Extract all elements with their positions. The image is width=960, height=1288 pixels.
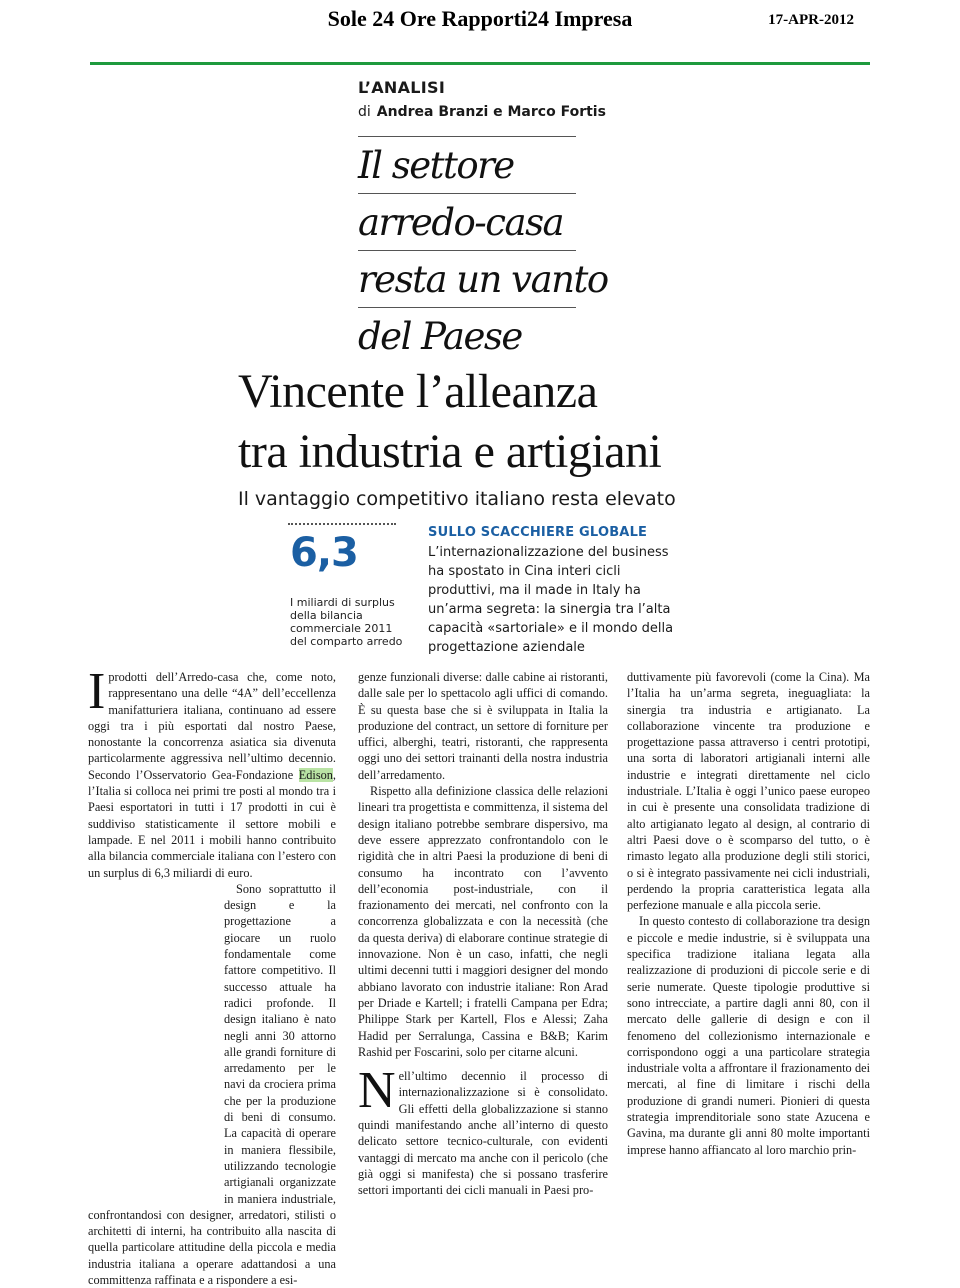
paragraph: duttivamente più favorevoli (come la Cina). Ma l’Italia ha un’arma segreta, ineguagliata: la sinergia tra industria e artigianato. La collaborazione vincente tra produzione e progettazione passa attraverso i centri prototipi, una sorta di laboratori artigianali interni alle industrie e integrati direttamente nel ciclo industriale. L’Italia è oggi l’unico paese europeo in cui è presente una consolidata tradizione di alto artigianato legato al design, al contrario di altri Paesi dove o è scomparso del tutto, o è rimasto legato alla produzione degli stili storici, o si è integrato passivamente nei cicli industriali, perdendo la propria caratteristica legata alla perfezione manuale e alla piccola serie.	[627, 670, 870, 913]
paragraph-text: Sono soprattutto il design e la progettazione a giocare un ruolo fondamentale come fattore competitivo. Il successo attuale ha radici profonde. Il design italiano è nato negli anni 30 attorno alle grandi forniture di arredamento per le navi da crociera prima che per la produzione di beni di consumo. La capacità di operare in maniera flessibile, utilizzando tecnologie artigianali organizzate in maniera industriale, confrontandosi con designer, arredatori, stilisti o architetti di interni, ha contribuito alla nascita di quella particolare attitudine della piccola e media industria italiana a operare adattandosi a una committenza raffinata e a rispondere a esi-	[88, 881, 336, 1287]
section-kicker: L’ANALISI	[358, 78, 446, 97]
box-text: L’internazionalizzazione del business ha spostato in Cina interi cicli produttivi, ma il made in Italy ha un’arma segreta: la sinergia tra l’alta capacità «sartoriale» e il mondo della progettazione aziendale	[428, 545, 674, 655]
paragraph: genze funzionali diverse: dalle cabine ai ristoranti, dalle sale per lo spettacolo agli uffici di comando. È su questa base che si è sviluppata in Italia la produzione del contract, un settore di forniture per uffici, alberghi, teatri, ristoranti, che rappresenta oggi uno dei settori trainanti della nostra industria dell’arredamento.	[358, 670, 608, 782]
paragraph-text: , l’Italia si colloca nei primi tre posti al mondo tra i Paesi esportatori in tutti i 17 prodotti in cui è suddiviso statisticamente il settore mobili e lampade. E nel 2011 i mobili hanno contribuito alla bilancia commerciale italiana con l’estero con un surplus di 6,3 miliardi di euro.	[88, 767, 336, 880]
drop-cap: I	[88, 663, 106, 720]
headline-line: Il settore	[358, 136, 576, 193]
header-rule	[90, 62, 870, 65]
stat-divider	[288, 523, 396, 525]
main-title-line: Vincente l’alleanza	[238, 365, 598, 418]
paragraph	[88, 881, 336, 1288]
body-column-3	[627, 669, 870, 1158]
paragraph-text: ell’ultimo decennio il processo di internazionalizzazione si è consolidato. Gli effetti della globalizzazione si stanno quindi manifestando anche all’interno di questo delicato settore tecnico-culturale, con evidenti vantaggi di mercato ma anche con il pericolo (che già oggi si manifesta) che si possano trasferire settori importanti dei cicli manuali in Paesi pro-	[358, 1069, 608, 1198]
headline-line: resta un vanto	[358, 250, 576, 307]
paragraph-text: prodotti dell’Arredo-casa che, come noto, rappresentano una delle “4A” dell’eccellenza manifatturiera italiana, continuano ad essere oggi tra i più esportati dal nostro Paese, nonostante la concorrenza asiatica sia divenuta particolarmente aggressiva nell’ultimo decennio. Secondo l’Osservatorio Gea-Fondazione	[88, 670, 336, 782]
paragraph: Rispetto alla definizione classica delle relazioni lineari tra progettista e committenza, il sistema del design italiano potrebbe sembrare dispersivo, ma deve essere apprezzato confrontandolo con le rigidità che in altri Paesi la produzione di beni di consumo ha incontrato con l’avvento dell’economia post-industriale, con il frazionamento dei mercati, nel confronto con la concorrenza globalizzata e con la necessità (che da questa deriva) di elaborare continue strategie di innovazione. Non è un caso, infatti, che negli ultimi decenni tutti i maggiori designer del mondo abbiano lavorato con industrie italiane: Ron Arad per Driade e Kartell; i fratelli Campana per Edra; Philippe Stark per Kartell, Flos e Alessi; Zaha Hadid per Serralunga, Cassina e B&B; Karim Rashid per Foscarini, solo per citarne alcuni.	[358, 784, 608, 1059]
byline-prefix: di	[358, 104, 371, 120]
body-column-1	[88, 663, 336, 1288]
stat-caption: I miliardi di surplus della bilancia commerciale 2011 del comparto arredo	[290, 596, 403, 648]
image-placeholder-gap	[88, 881, 224, 1199]
byline-authors: Andrea Branzi e Marco Fortis	[376, 104, 606, 120]
subtitle: Il vantaggio competitivo italiano resta elevato	[238, 488, 676, 510]
headline-line: arredo-casa	[358, 193, 576, 250]
publication-title: Sole 24 Ore Rapporti24 Impresa	[327, 6, 633, 31]
drop-cap: N	[358, 1062, 396, 1120]
publication-date: 17-APR-2012	[768, 12, 854, 28]
box-title: SULLO SCACCHIERE GLOBALE	[428, 525, 648, 540]
main-title-line: tra industria e artigiani	[238, 425, 662, 478]
paragraph	[88, 663, 336, 881]
highlighted-word: Edison	[298, 767, 333, 782]
main-title	[238, 362, 858, 482]
paragraph	[358, 1062, 608, 1198]
stat-value: 6,3	[290, 530, 358, 576]
byline	[358, 104, 606, 120]
body-column-2	[358, 669, 608, 1199]
headline	[358, 136, 608, 364]
paragraph: In questo contesto di collaborazione tra design e piccole e medie industrie, si è sviluppata una specifica tradizione italiana legata alla realizzazione di produzioni di piccole serie e di serie numerate. Queste tipologie produttive si sono intrecciate, a partire dagli anni 80, con il mercato delle gallerie di design e con il fenomeno del collezionismo internazionale e corrispondono oggi a una particolare strategia industriale volta a affrontare il frazionamento dei mercati, al fine di limitare i rischi della produzione di grandi numeri. Pionieri di questa strategia imprenditoriale sono state Azucena e Gavina, ma durante gli anni 80 molte importanti imprese hanno affiancato al loro marchio prin-	[627, 914, 870, 1157]
headline-line: del Paese	[358, 307, 576, 364]
